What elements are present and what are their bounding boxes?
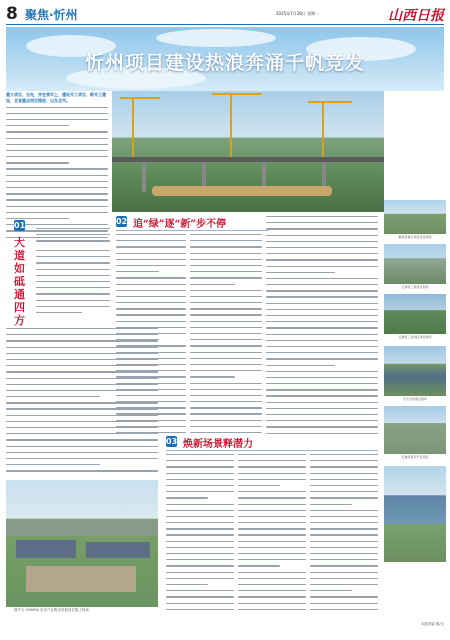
intro-lead: 重大项目，当先，并在我市上，建设开工项目，新开工建设，全省重点项目推进，以及全市。 (6, 92, 106, 104)
right-photo-5-caption: 定襄县新型产业项目 (401, 455, 429, 459)
right-photo-2-caption: 五寨县工程建设现场 (401, 285, 429, 289)
section-03-col-c (310, 454, 378, 614)
hero-banner (6, 27, 444, 91)
right-photo-5 (384, 406, 446, 454)
section-02-rule (116, 230, 268, 231)
section-01-badge: 01 (14, 221, 26, 230)
header-rule (6, 24, 444, 25)
right-photo-3-caption: 定襄县工业园区建设现场 (398, 335, 432, 339)
right-photo-4-caption: 光伏发电项目现场 (402, 397, 427, 401)
section-01-body-a (36, 250, 110, 320)
section-03-badge: 03 (166, 437, 178, 446)
page-footer: 本版责编 图/文 (420, 622, 444, 626)
section-03-rule (166, 450, 378, 451)
section-03-col-b (238, 454, 306, 614)
right-photo-3 (384, 294, 446, 334)
page-header (6, 5, 444, 25)
section-02-col-a (116, 234, 186, 434)
section-03-title: 焕新场景释潜力 (183, 439, 253, 450)
page-headline: 忻州项目建设热浪奔涌千帆竞发 (84, 52, 365, 74)
right-photo-6 (384, 466, 446, 562)
issue-date: 2025年7月28日 星期一 (276, 11, 320, 16)
page-number: 8 (6, 4, 18, 24)
section-02-title: 追“绿”逐“新”步不停 (133, 219, 227, 230)
masthead-logo: 山西日报 (388, 8, 444, 24)
section-02-badge: 02 (116, 217, 128, 226)
right-photo-1 (384, 200, 446, 234)
right-photo-4 (384, 346, 446, 396)
photo-bl-caption: 图中为 500MW 光伏产业集成发展项目施工现场 (14, 608, 89, 612)
section-01-lede (36, 228, 110, 247)
section-02-col-c (266, 216, 378, 434)
section-name: 聚焦·忻州 (25, 8, 78, 22)
construction-photo (112, 91, 384, 212)
right-photo-2 (384, 244, 446, 284)
right-photo-1-caption: 繁峙县重点项目建设现场 (398, 235, 432, 239)
section-02-col-b (190, 234, 262, 434)
solar-construction-photo (6, 480, 158, 607)
intro-text (6, 92, 108, 238)
section-01-title: 大道如砥通四方 (14, 236, 25, 327)
section-03-col-a (166, 454, 234, 614)
